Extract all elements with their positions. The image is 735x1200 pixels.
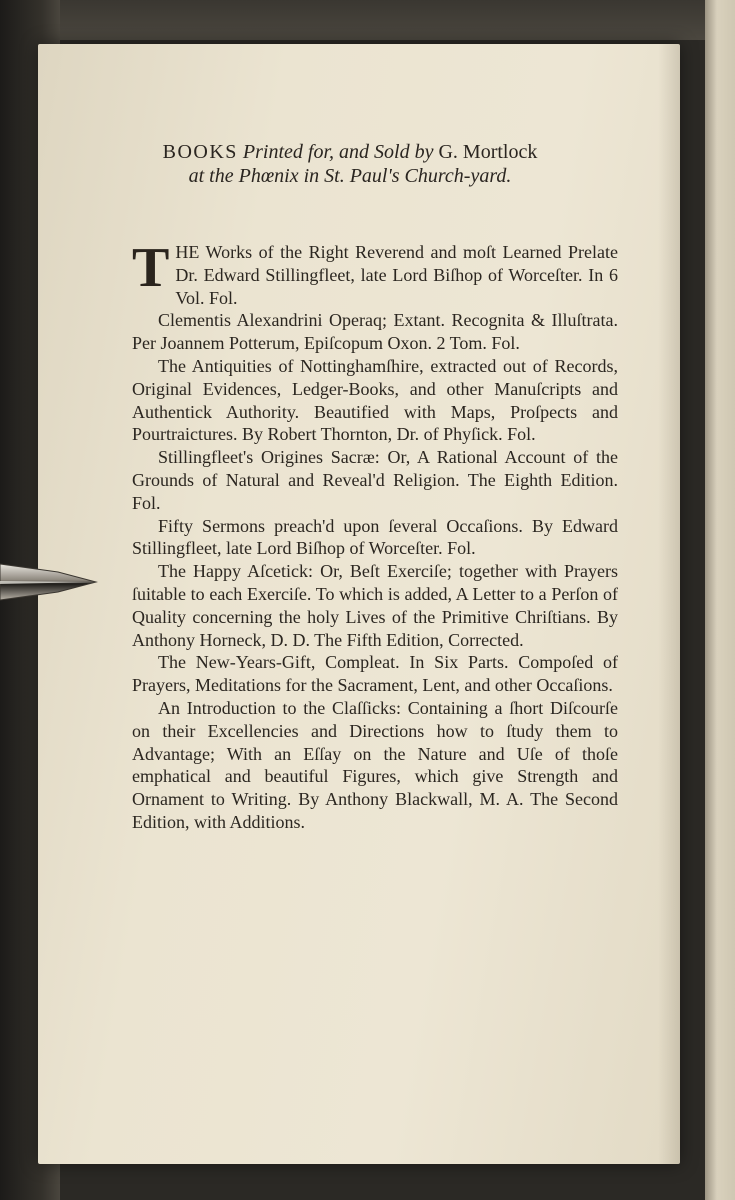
book-entry bbox=[132, 237, 618, 309]
page-edge bbox=[705, 0, 735, 1200]
book-entry: Fifty Sermons preach'd upon ſeveral Occaſions. By Edward Stillingfleet, late Lord Biſhop of Worceſter. Fol. bbox=[132, 515, 618, 559]
book-entry: Clementis Alexandrini Operaq; Extant. Recognita & Illuſtrata. Per Joannem Potterum, Epiſcopum Oxon. 2 Tom. Fol. bbox=[132, 310, 618, 354]
book-list bbox=[132, 237, 618, 834]
advertisement-header bbox=[70, 140, 630, 188]
book-entry: Stillingfleet's Origines Sacræ: Or, A Rational Account of the Grounds of Natural and Reveal'd Religion. The Eighth Edition. Fol. bbox=[132, 447, 618, 513]
header-publisher: G. Mortlock bbox=[438, 141, 538, 163]
book-entry: The New-Years-Gift, Compleat. In Six Parts. Compoſed of Prayers, Meditations for the Sacrament, Lent, and other Occaſions. bbox=[132, 652, 618, 696]
header-line-1 bbox=[70, 140, 630, 164]
pointer-icon bbox=[0, 558, 100, 606]
book-entry: An Introduction to the Claſſicks: Containing a ſhort Diſcourſe on their Excellencies and Directions how to ſtudy them to Advantage; With an Eſſay on the Nature and Uſe of thoſe emphatical and beautiful Figures, which give Strength and Ornament to Writing. By Anthony Blackwall, M. A. The Second Edition, with Additions. bbox=[132, 697, 618, 832]
book-entry: The Happy Aſcetick: Or, Beſt Exerciſe; together with Prayers ſuitable to each Exerciſe. To which is added, A Letter to a Perſon of Quality concerning the holy Lives of the Primitive Chriſtians. By Anthony Horneck, D. D. The Fifth Edition, Corrected. bbox=[132, 561, 618, 650]
header-books: BOOKS bbox=[162, 141, 238, 163]
header-line-2 bbox=[70, 164, 630, 188]
header-printed-for: Printed for, and Sold by bbox=[242, 141, 434, 163]
drop-cap: T bbox=[132, 237, 170, 299]
book-entry: The Antiquities of Nottinghamſhire, extracted out of Records, Original Evidences, Ledger-Books, and other Manuſcripts and Authentick Authority. Beautified with Maps, Proſpects and Pourtraictures. By Robert Thornton, Dr. of Phyſick. Fol. bbox=[132, 355, 618, 445]
header-address: at the Phœnix in St. Paul's Church-yard. bbox=[188, 165, 512, 187]
backdrop-top bbox=[0, 0, 735, 40]
entry-text: HE Works of the Right Reverend and moſt Learned Prelate Dr. Edward Stillingfleet, late Lord Biſhop of Worceſter. In 6 Vol. Fol. bbox=[175, 242, 618, 308]
